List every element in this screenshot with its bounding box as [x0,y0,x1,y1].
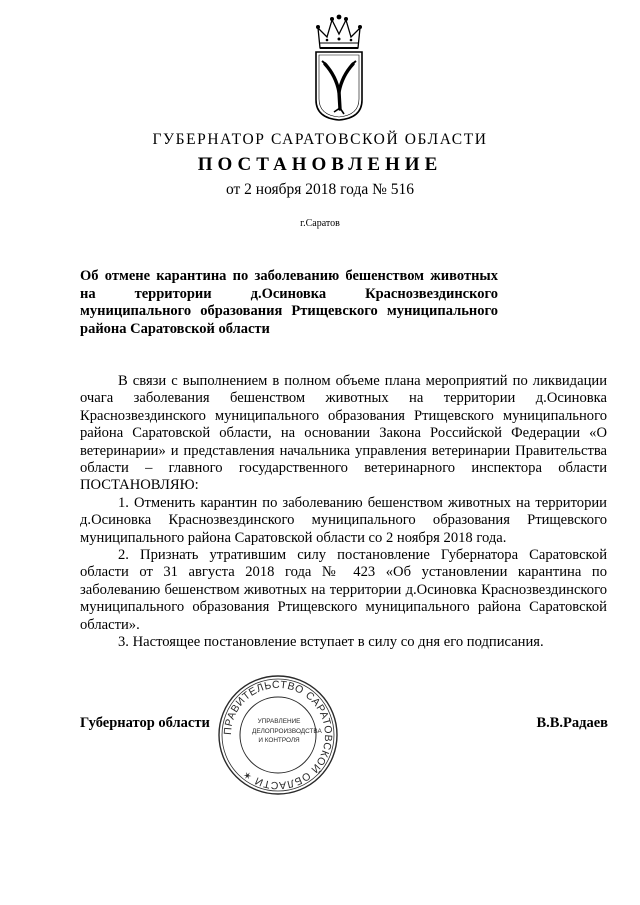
document-body [80,373,607,652]
signatory-name: В.В.Радаев [536,715,608,731]
clause-1-paragraph: 1. Отменить карантин по заболеванию бешенством животных на территории д.Осиновка Краснозвездинского муниципального образования Ртищевского муниципального района Саратовской области со 2 ноября 2018 года. [80,494,607,546]
stamp-inner-line: УПРАВЛЕНИЕ [257,718,301,725]
stamp-inner-line: И КОНТРОЛЯ [258,737,300,744]
clause-3-paragraph: 3. Настоящее постановление вступает в силу со дня его подписания. [118,634,544,651]
official-stamp [216,673,340,797]
clause-2-paragraph: 2. Признать утратившим силу постановление Губернатора Саратовской области от 31 августа 2018 года № 423 «Об установлении карантина по заболеванию бешенством животных на территории д.Осиновка Краснозвездинского муниципального образования Ртищевского муниципального района Саратовской области». [80,547,607,633]
stamp-inner-text [252,717,322,746]
saratov-coat-of-arms-icon [308,14,370,122]
signatory-title: Губернатор области [80,715,210,731]
document-title: Об отмене карантина по заболеванию бешенством животных на территории д.Осиновка Краснозвездинского муниципального образования Ртищевского муниципального района Саратовской области [80,268,498,337]
document-date-number: от 2 ноября 2018 года № 516 [225,181,415,198]
preamble-paragraph: В связи с выполнением в полном объеме плана мероприятий по ликвидации очага заболевания бешенством животных на территории д.Осиновка Краснозвездинского муниципального образования Ртищевского муниципального района Саратовской области, на основании Закона Российской Федерации «О ветеринарии» и представления начальника управления ветеринарии Правительства области – главного государственного ветеринарного инспектора области ПОСТАНОВЛЯЮ: [80,373,607,494]
issuer-heading: ГУБЕРНАТОР САРАТОВСКОЙ ОБЛАСТИ [152,131,488,148]
issue-city: г.Саратов [300,218,340,229]
stamp-ring-text: ПРАВИТЕЛЬСТВО САРАТОВСКОЙ ОБЛАСТИ ✶ [221,678,335,792]
document-type-heading: ПОСТАНОВЛЕНИЕ [197,154,443,175]
stamp-inner-line: ДЕЛОПРОИЗВОДСТВА [252,727,322,735]
